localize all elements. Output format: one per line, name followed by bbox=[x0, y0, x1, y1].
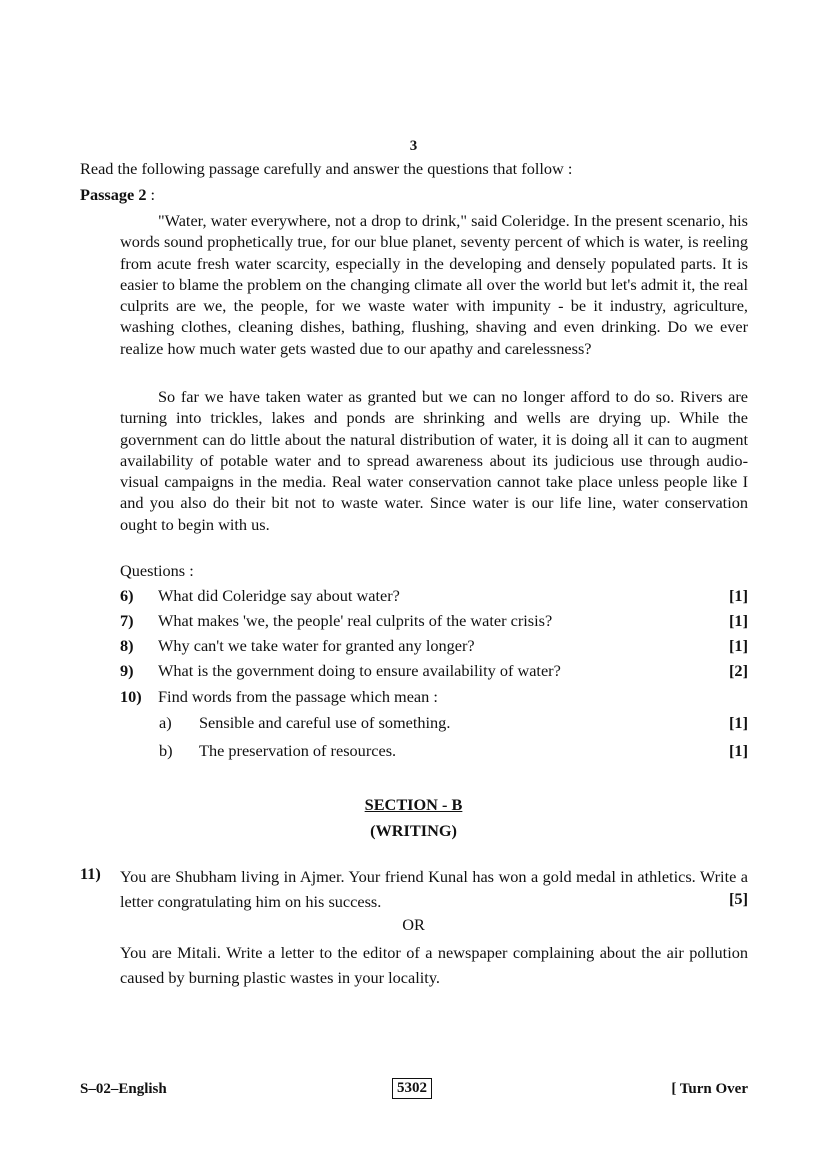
question-marks: [1] bbox=[729, 586, 748, 605]
question-number: 9) bbox=[120, 661, 134, 680]
subquestion-number: b) bbox=[159, 741, 173, 760]
subquestion-number: a) bbox=[159, 713, 172, 732]
passage-paragraph-2: So far we have taken water as granted but we can no longer afford to do so. Rivers are turning into trickles, lakes and ponds are shrinking and wells are drying up. While the government can do little about the natural distribution of water, it is doing all it can to augment availability of potable water and to spread awareness about its judicious use through audio-visual campaigns in the media. Real water conservation cannot take place unless people like I and you also do their bit not to waste water. Since water is our life line, water conservation ought to begin with us. bbox=[120, 387, 748, 534]
passage-label-colon: : bbox=[146, 185, 156, 204]
subquestion-b bbox=[159, 741, 748, 763]
question-text: What makes 'we, the people' real culprits of the water crisis? bbox=[158, 611, 553, 630]
subquestion-a bbox=[159, 713, 748, 735]
instruction-text: Read the following passage carefully and answer the questions that follow : bbox=[80, 159, 573, 178]
page-number: 3 bbox=[409, 138, 418, 154]
question-number: 8) bbox=[120, 636, 134, 655]
passage-label bbox=[80, 185, 155, 205]
or-separator: OR bbox=[402, 915, 425, 934]
question-11-number: 11) bbox=[80, 864, 101, 883]
question-8 bbox=[120, 636, 748, 658]
subquestion-text: The preservation of resources. bbox=[199, 741, 397, 760]
footer-turn-over: [ Turn Over bbox=[671, 1081, 748, 1097]
footer-paper-code: S–02–English bbox=[80, 1081, 167, 1097]
question-marks: [1] bbox=[729, 611, 748, 630]
question-number: 6) bbox=[120, 586, 134, 605]
subquestion-marks: [1] bbox=[729, 741, 748, 760]
question-marks: [1] bbox=[729, 636, 748, 655]
question-11-marks: [5] bbox=[729, 889, 748, 908]
subquestion-marks: [1] bbox=[729, 713, 748, 732]
section-title: SECTION - B bbox=[364, 795, 463, 814]
question-number: 7) bbox=[120, 611, 134, 630]
question-text: What did Coleridge say about water? bbox=[158, 586, 400, 605]
question-marks: [2] bbox=[729, 661, 748, 680]
question-9 bbox=[120, 661, 748, 683]
question-text: Why can't we take water for granted any longer? bbox=[158, 636, 475, 655]
question-11-alternative: You are Mitali. Write a letter to the editor of a newspaper complaining about the air pollution caused by burning plastic wastes in your locality. bbox=[120, 943, 748, 987]
question-number: 10) bbox=[120, 687, 142, 706]
question-6 bbox=[120, 586, 748, 608]
passage-label-text: Passage 2 bbox=[80, 185, 147, 204]
subquestion-text: Sensible and careful use of something. bbox=[199, 713, 451, 732]
footer-boxed-code: 5302 bbox=[392, 1078, 432, 1099]
question-text: Find words from the passage which mean : bbox=[158, 687, 438, 706]
question-text: What is the government doing to ensure availability of water? bbox=[158, 661, 561, 680]
question-7 bbox=[120, 611, 748, 633]
passage-paragraph-1: "Water, water everywhere, not a drop to drink," said Coleridge. In the present scenario, his words sound prophetically true, for our blue planet, seventy percent of which is water, is reeling from acute fresh water scarcity, especially in the developing and densely populated parts. It is easier to blame the problem on the changing climate all over the world but let's admit it, the real culprits are we, the people, for we waste water with impunity - be it industry, agriculture, washing clothes, cleaning dishes, bathing, flushing, shaving and even drinking. Do we ever realize how much water gets wasted due to our apathy and carelessness? bbox=[120, 211, 748, 358]
question-11-text: You are Shubham living in Ajmer. Your friend Kunal has won a gold medal in athletics. Write a letter congratulating him on his success. bbox=[120, 867, 748, 911]
section-subtitle: (WRITING) bbox=[370, 821, 457, 840]
question-10 bbox=[120, 687, 748, 709]
questions-label: Questions : bbox=[120, 561, 194, 580]
